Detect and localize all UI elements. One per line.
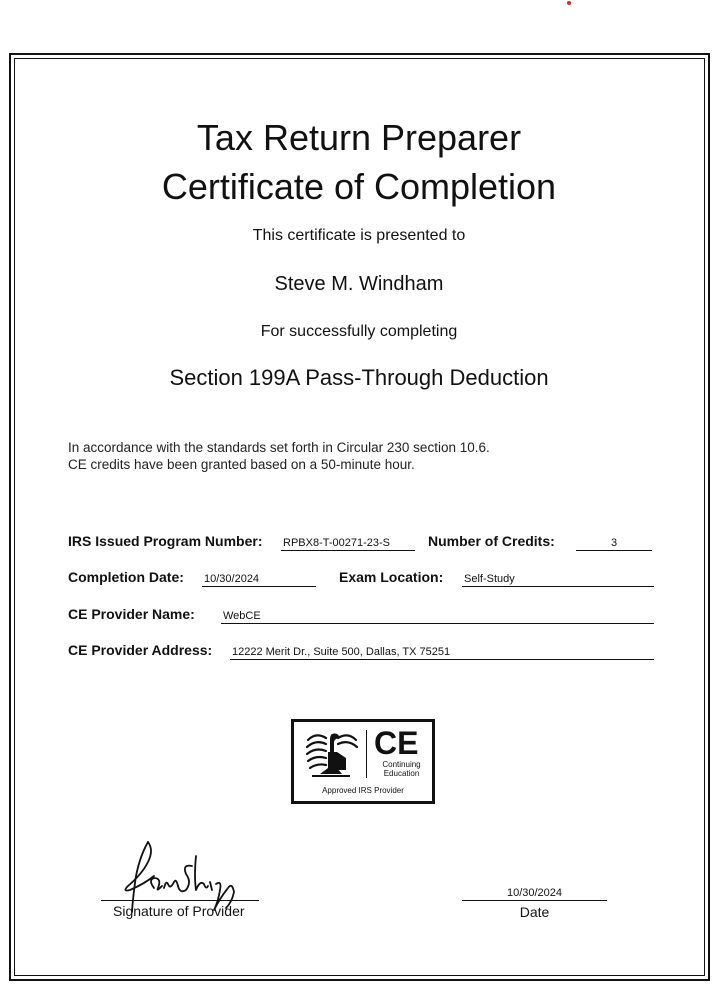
credits-value: 3 (576, 537, 652, 551)
badge-divider (366, 730, 367, 778)
course-title: Section 199A Pass-Through Deduction (169, 365, 549, 390)
exam-location-label: Exam Location: (339, 569, 444, 585)
statement-line-2: CE credits have been granted based on a 50-minute hour. (68, 457, 415, 472)
certificate-title-line1: Tax Return Preparer (196, 117, 522, 158)
completion-date-value: 10/30/2024 (202, 573, 316, 587)
completion-date-label: Completion Date: (68, 569, 184, 585)
ce-mark: CE (374, 725, 419, 761)
credits-label: Number of Credits: (428, 533, 555, 549)
signature-date-caption: Date (519, 904, 550, 920)
ce-subtitle-line1: Continuing (382, 760, 421, 769)
recipient-name: Steve M. Windham (274, 273, 444, 295)
statement-line-1: In accordance with the standards set forth in Circular 230 section 10.6. (68, 440, 490, 455)
badge-caption: Approved IRS Provider (322, 786, 404, 795)
signature-line (101, 900, 259, 901)
program-number-row (68, 532, 654, 554)
completing-text: For successfully completing (260, 323, 458, 340)
ce-subtitle-line2: Education (383, 769, 420, 778)
provider-name-row (68, 605, 654, 627)
signature-caption: Signature of Provider (113, 903, 245, 919)
provider-address-row (68, 641, 654, 663)
red-dot-mark (567, 1, 571, 5)
ce-subtitle (374, 760, 429, 778)
signature-date-value: 10/30/2024 (462, 887, 607, 901)
presented-to-text: This certificate is presented to (252, 227, 466, 244)
program-number-label: IRS Issued Program Number: (68, 533, 263, 549)
provider-address-label: CE Provider Address: (68, 642, 213, 658)
provider-address-value: 12222 Merit Dr., Suite 500, Dallas, TX 75251 (230, 646, 654, 660)
completion-date-row (68, 568, 654, 590)
exam-location-value: Self-Study (462, 573, 654, 587)
irs-approved-provider-badge (291, 719, 435, 804)
program-number-value: RPBX8-T-00271-23-S (281, 537, 415, 551)
provider-name-value: WebCE (221, 610, 654, 624)
provider-name-label: CE Provider Name: (68, 606, 195, 622)
certificate-title-line2: Certificate of Completion (161, 166, 557, 207)
irs-eagle-icon (304, 730, 360, 780)
